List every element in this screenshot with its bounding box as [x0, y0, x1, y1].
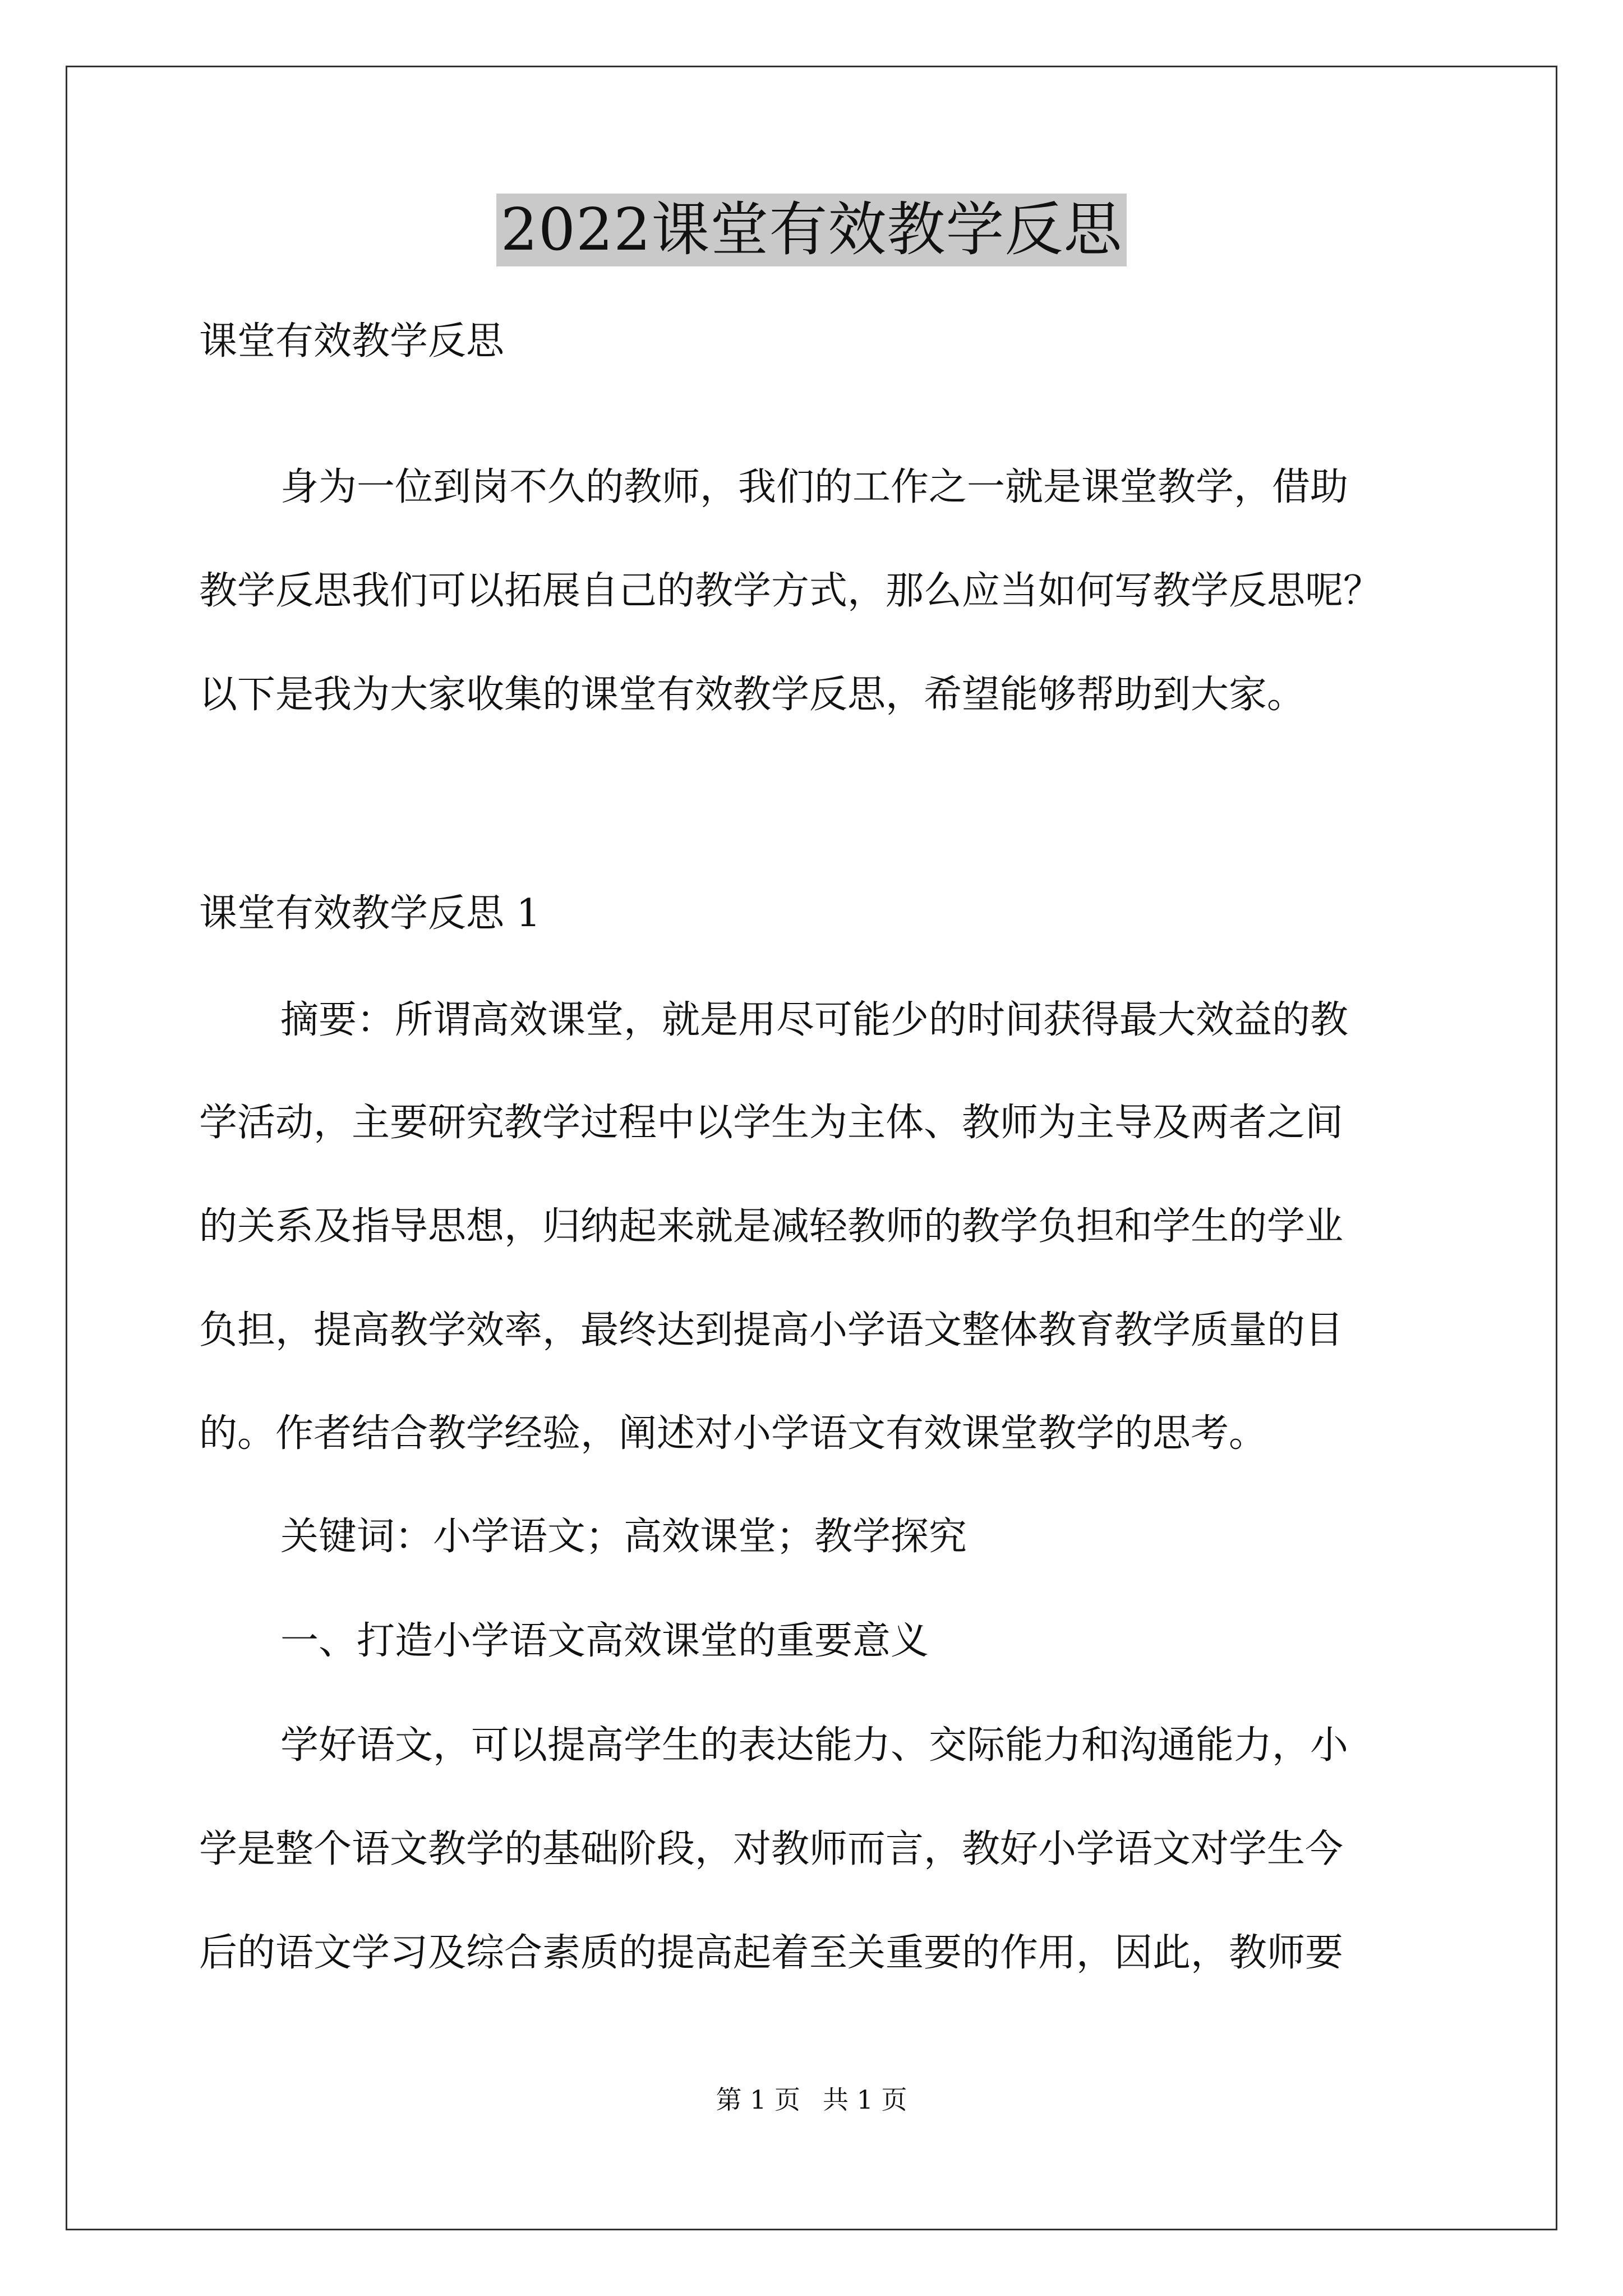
body-line-1: 学好语文，可以提高学生的表达能力、交际能力和沟通能力，小 [280, 1723, 1349, 1768]
abstract-line-2: 学活动，主要研究教学过程中以学生为主体、教师为主导及两者之间 [199, 1101, 1344, 1145]
page-total: 共 1 页 [823, 2085, 907, 2115]
abstract-line-5: 的。作者结合教学经验，阐述对小学语文有效课堂教学的思考。 [199, 1411, 1267, 1456]
abstract-line-3: 的关系及指导思想，归纳起来就是减轻教师的教学负担和学生的学业 [199, 1204, 1344, 1249]
keywords-line: 关键词：小学语文；高效课堂；教学探究 [280, 1515, 967, 1559]
subsection-heading: 课堂有效教学反思 1 [199, 891, 541, 936]
body-line-3: 后的语文学习及综合素质的提高起着至关重要的作用，因此，教师要 [199, 1931, 1344, 1975]
page-number: 第 1 页 [716, 2085, 800, 2115]
page-border [66, 66, 1557, 2230]
abstract-line-4: 负担，提高教学效率，最终达到提高小学语文整体教育教学质量的目 [199, 1308, 1344, 1352]
page-footer [0, 2087, 1623, 2113]
intro-line-2: 教学反思我们可以拓展自己的教学方式，那么应当如何写教学反思呢？ [199, 569, 1382, 613]
abstract-line-1: 摘要：所谓高效课堂，就是用尽可能少的时间获得最大效益的教 [280, 998, 1349, 1042]
document-title-text: 2022课堂有效教学反思 [496, 194, 1127, 266]
intro-line-1: 身为一位到岗不久的教师，我们的工作之一就是课堂教学，借助 [280, 465, 1349, 509]
intro-line-3: 以下是我为大家收集的课堂有效教学反思，希望能够帮助到大家。 [199, 673, 1306, 717]
document-title [0, 194, 1623, 266]
body-line-2: 学是整个语文教学的基础阶段，对教师而言，教好小学语文对学生今 [199, 1827, 1344, 1871]
section-heading: 课堂有效教学反思 [199, 319, 505, 364]
chapter-heading: 一、打造小学语文高效课堂的重要意义 [280, 1619, 929, 1663]
